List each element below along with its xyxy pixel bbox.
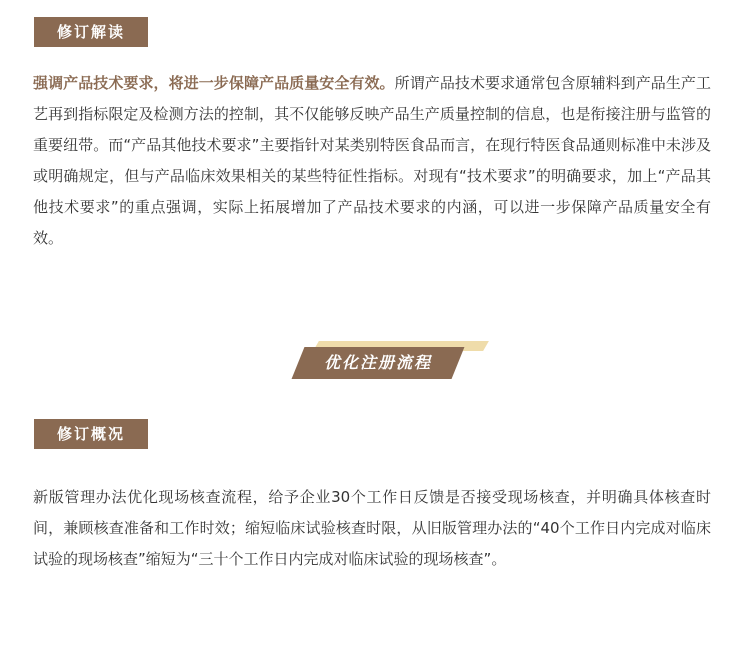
section-tag-revision-interpretation: 修订解读 — [34, 17, 148, 47]
section1-highlight: 强调产品技术要求，将进一步保障产品质量安全有效。 — [33, 74, 395, 92]
section2-paragraph: 新版管理办法优化现场核查流程，给予企业30个工作日反馈是否接受现场核查，并明确具体核查时间，兼顾核查准备和工作时效；缩短临床试验核查时限，从旧版管理办法的“40个工作日内完成对临床试验的现场核查”缩短为“三十个工作日内完成对临床试验的现场核查”。 — [33, 488, 711, 568]
banner-title: 优化注册流程 — [323, 353, 432, 372]
section1-body: 所谓产品技术要求通常包含原辅料到产品生产工艺再到指标限定及检测方法的控制，其不仅能够反映产品生产质量控制的信息，也是衔接注册与监管的重要纽带。而“产品其他技术要求”主要指针对某类别特医食品而言，在现行特医食品通则标准中未涉及或明确规定，但与产品临床效果相关的某些特征性指标。对现有“技术要求”的明确要求，加上“产品其他技术要求”的重点强调，实际上拓展增加了产品技术要求的内涵，可以进一步保障产品质量安全有效。 — [33, 74, 711, 247]
section-tag-revision-overview: 修订概况 — [34, 419, 148, 449]
section1-paragraph — [33, 68, 711, 254]
section-banner — [290, 341, 496, 381]
